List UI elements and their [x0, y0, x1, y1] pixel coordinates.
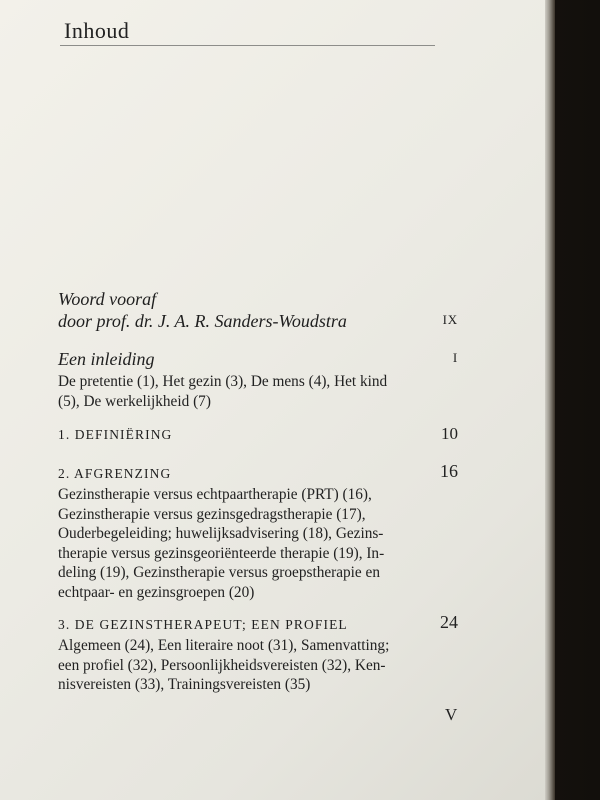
toc-entry-chapter-2	[58, 461, 458, 602]
chapter-page-number: 16	[440, 461, 458, 481]
chapter-title: 3. DE GEZINSTHERAPEUT; EEN PROFIEL	[58, 617, 348, 632]
chapter-sections-line: Gezinstherapie versus echtpaartherapie (PRT) (16),	[58, 486, 372, 503]
chapter-page-number: 10	[441, 424, 458, 443]
chapter-sections-line: Ouderbegeleiding; huwelijksadvisering (18), Gezins-	[58, 525, 384, 542]
chapter-page-number: 24	[440, 612, 458, 632]
chapter-sections-line: Algemeen (24), Een literaire noot (31), Samenvatting;	[58, 637, 390, 654]
chapter-sections-line: deling (19), Gezinstherapie versus groepstherapie en	[58, 564, 380, 581]
chapter-sections-line: Gezinstherapie versus gezinsgedragstherapie (17),	[58, 505, 366, 523]
entry-title-line1: Woord vooraf	[58, 289, 157, 309]
chapter-title: 1. DEFINIËRING	[58, 427, 173, 442]
toc-entry-chapter-3	[58, 612, 458, 695]
chapter-sections-line: nisvereisten (33), Trainingsvereisten (35)	[58, 676, 311, 693]
chapter-title: 2. AFGRENZING	[58, 466, 172, 481]
chapter-sections-line: echtpaar- en gezinsgroepen (20)	[58, 583, 255, 601]
toc-entry-chapter-1	[58, 426, 458, 444]
page-title: Inhoud	[64, 18, 130, 43]
page-folio: V	[445, 705, 458, 724]
toc-entry-woord-vooraf	[58, 288, 458, 332]
chapter-sections-line: een profiel (32), Persoonlijkheidsvereisten (32), Ken-	[58, 656, 386, 674]
page-edge-shadow	[545, 0, 555, 800]
chapter-sections-line: therapie versus gezinsgeoriënteerde therapie (19), In-	[58, 544, 385, 562]
title-divider	[60, 45, 435, 46]
entry-subitems-line1: De pretentie (1), Het gezin (3), De mens (4), Het kind	[58, 373, 388, 390]
toc-entry-inleiding	[58, 348, 458, 411]
entry-page-number: IX	[442, 312, 458, 327]
entry-title: Een inleiding	[58, 349, 155, 369]
entry-subitems-line2: (5), De werkelijkheid (7)	[58, 392, 211, 410]
entry-title-line2: door prof. dr. J. A. R. Sanders-Woudstra	[58, 311, 347, 331]
entry-page-number: I	[452, 350, 458, 365]
